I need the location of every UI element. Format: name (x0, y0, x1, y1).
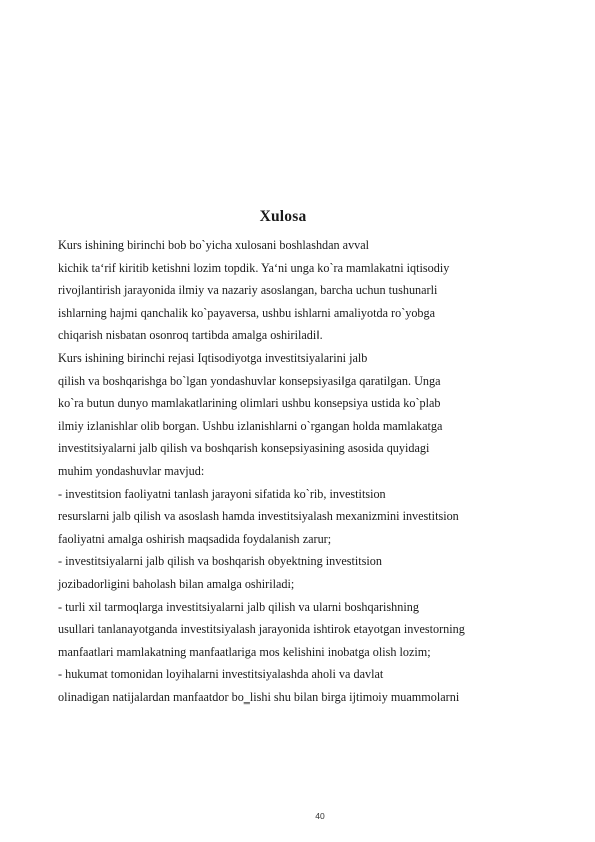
text-line: kichik ta‘rif kiritib ketishni lozim topdik. Ya‘ni unga ko`ra mamlakatni iqtisodiy (58, 260, 450, 275)
text-line: ko`ra butun dunyo mamlakatlarining olimlari ushbu konsepsiya ustida ko`plab (58, 396, 441, 411)
section-title: Xulosa (259, 208, 307, 225)
text-line: - investitsiyalarni jalb qilish va boshqarish obyektning investitsion (58, 554, 382, 569)
text-line: muhim yondashuvlar mavjud: (58, 463, 205, 478)
text-line: usullari tanlanayotganda investitsiyalash jarayonida ishtirok etayotgan investorning (58, 622, 465, 637)
text-line: resurslarni jalb qilish va asoslash hamda investitsiyalash mexanizmini investitsion (58, 509, 459, 524)
page-number: 40 (315, 811, 325, 821)
text-line: Kurs ishining birinchi bob bo`yicha xulosani boshlashdan avval (58, 238, 370, 252)
text-line: olinadigan natijalardan manfaatdor bo‗lishi shu bilan birga ijtimoiy muammolarni (58, 689, 460, 704)
text-line: chiqarish nisbatan osonroq tartibda amalga oshiriladi‖. (58, 328, 323, 343)
text-line: rivojlantirish jarayonida ilmiy va nazariy asoslangan, barcha uchun tushunarli (58, 283, 438, 298)
text-line: manfaatlari mamlakatning manfaatlariga mos kelishini inobatga olish lozim; (58, 644, 431, 659)
text-line: Kurs ishining birinchi rejasi Iqtisodiyotga investitsiyalarini jalb (58, 350, 368, 365)
body-text (58, 234, 538, 708)
text-line: ishlarning hajmi qanchalik ko`payaversa, ushbu ishlarni amaliyotda ro`yobga (58, 305, 436, 320)
text-line: investitsiyalarni jalb qilish va boshqarish konsepsiyasining asosida quyidagi (58, 441, 430, 456)
text-line: - hukumat tomonidan loyihalarni investitsiyalashda aholi va davlat (58, 667, 384, 682)
text-line: - turli xil tarmoqlarga investitsiyalarni jalb qilish va ularni boshqarishning (58, 599, 419, 614)
text-line: - investitsion faoliyatni tanlash jarayoni sifatida ko`rib, investitsion (58, 486, 386, 501)
text-line: faoliyatni amalga oshirish maqsadida foydalanish zarur; (58, 531, 332, 546)
text-line: ilmiy izlanishlar olib borgan. Ushbu izlanishlarni o`rgangan holda mamlakatga (58, 418, 443, 433)
text-line: jozibadorligini baholash bilan amalga oshiriladi; (58, 576, 295, 591)
text-line: qilish va boshqarishga bo`lgan yondashuvlar konsepsiyasi‖ga qaratilgan. Unga (58, 373, 441, 388)
